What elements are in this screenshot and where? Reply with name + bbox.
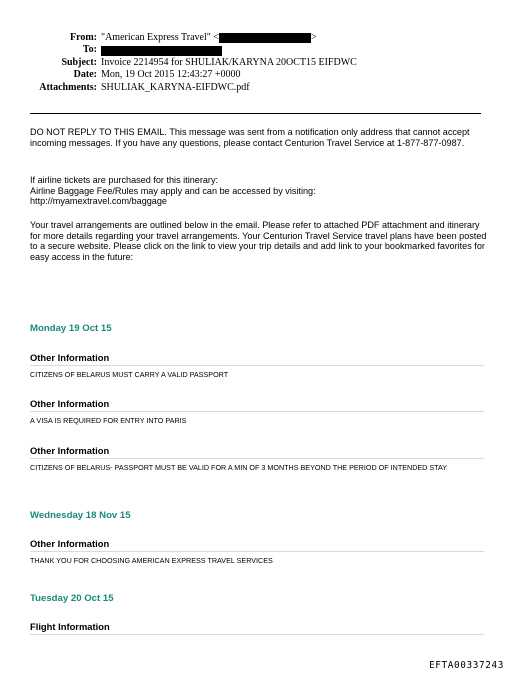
subject-label: Subject: xyxy=(61,56,97,68)
date-row xyxy=(0,69,512,81)
section-title: Other Information xyxy=(30,538,110,549)
section-divider xyxy=(30,458,484,459)
redaction-bar xyxy=(101,46,222,56)
section-divider xyxy=(30,411,484,412)
from-value xyxy=(101,32,317,44)
to-value xyxy=(101,46,222,56)
no-reply-paragraph: DO NOT REPLY TO THIS EMAIL. This message was sent from a notification only address that cannot accept incoming messages. If you have any questions, please contact Centurion Travel Service at 1-877-877-0987. xyxy=(30,127,470,148)
baggage-paragraph xyxy=(30,175,490,207)
subject-row xyxy=(0,57,512,69)
section-divider xyxy=(30,551,484,552)
day-heading: Wednesday 18 Nov 15 xyxy=(30,510,131,521)
section-text: CITIZENS OF BELARUS MUST CARRY A VALID PASSPORT xyxy=(30,370,229,379)
section-title: Other Information xyxy=(30,398,110,409)
from-label: From: xyxy=(69,32,97,43)
attachment-link[interactable]: SHULIAK_KARYNA-EIFDWC.pdf xyxy=(101,81,250,93)
baggage-line-2: Airline Baggage Fee/Rules may apply and can be accessed by visiting: xyxy=(30,185,316,196)
redaction-bar xyxy=(219,33,311,43)
baggage-link[interactable]: http://myamextravel.com/baggage xyxy=(30,196,167,206)
subject-value: Invoice 2214954 for SHULIAK/KARYNA 20OCT15 EIFDWC xyxy=(101,56,357,68)
section-text: A VISA IS REQUIRED FOR ENTRY INTO PARIS xyxy=(30,416,187,425)
baggage-line-1: If airline tickets are purchased for this itinerary: xyxy=(30,175,219,185)
from-tail: > xyxy=(310,32,317,43)
day-heading: Monday 19 Oct 15 xyxy=(30,323,112,334)
section-text: CITIZENS OF BELARUS- PASSPORT MUST BE VALID FOR A MIN OF 3 MONTHS BEYOND THE PERIOD OF INTENDED STAY xyxy=(30,463,448,472)
date-value: Mon, 19 Oct 2015 12:43:27 +0000 xyxy=(101,69,241,81)
section-divider xyxy=(30,365,484,366)
to-row xyxy=(0,44,512,56)
from-sender-name: "American Express Travel" < xyxy=(101,32,219,43)
header-divider xyxy=(30,113,481,114)
attachments-row xyxy=(0,82,512,94)
section-title: Other Information xyxy=(30,445,110,456)
section-title: Flight Information xyxy=(30,621,110,632)
section-text: THANK YOU FOR CHOOSING AMERICAN EXPRESS TRAVEL SERVICES xyxy=(30,556,273,565)
attachments-label: Attachments: xyxy=(39,81,97,93)
email-header xyxy=(0,32,512,94)
document-id: EFTA00337243 xyxy=(429,660,504,671)
section-divider xyxy=(30,634,484,635)
section-title: Other Information xyxy=(30,352,110,363)
arrangements-paragraph: Your travel arrangements are outlined below in the email. Please refer to attached PDF attachment and itinerary for more details regarding your travel arrangements. Your Centurion Travel Service travel plans have been posted to a secure website. Please click on the link to view your trip details and add link to your bookmarked favorites for easy access in the future: xyxy=(30,220,487,262)
day-heading: Tuesday 20 Oct 15 xyxy=(30,593,114,604)
from-row xyxy=(0,32,512,44)
date-label: Date: xyxy=(73,69,97,81)
to-label: To: xyxy=(82,44,97,56)
